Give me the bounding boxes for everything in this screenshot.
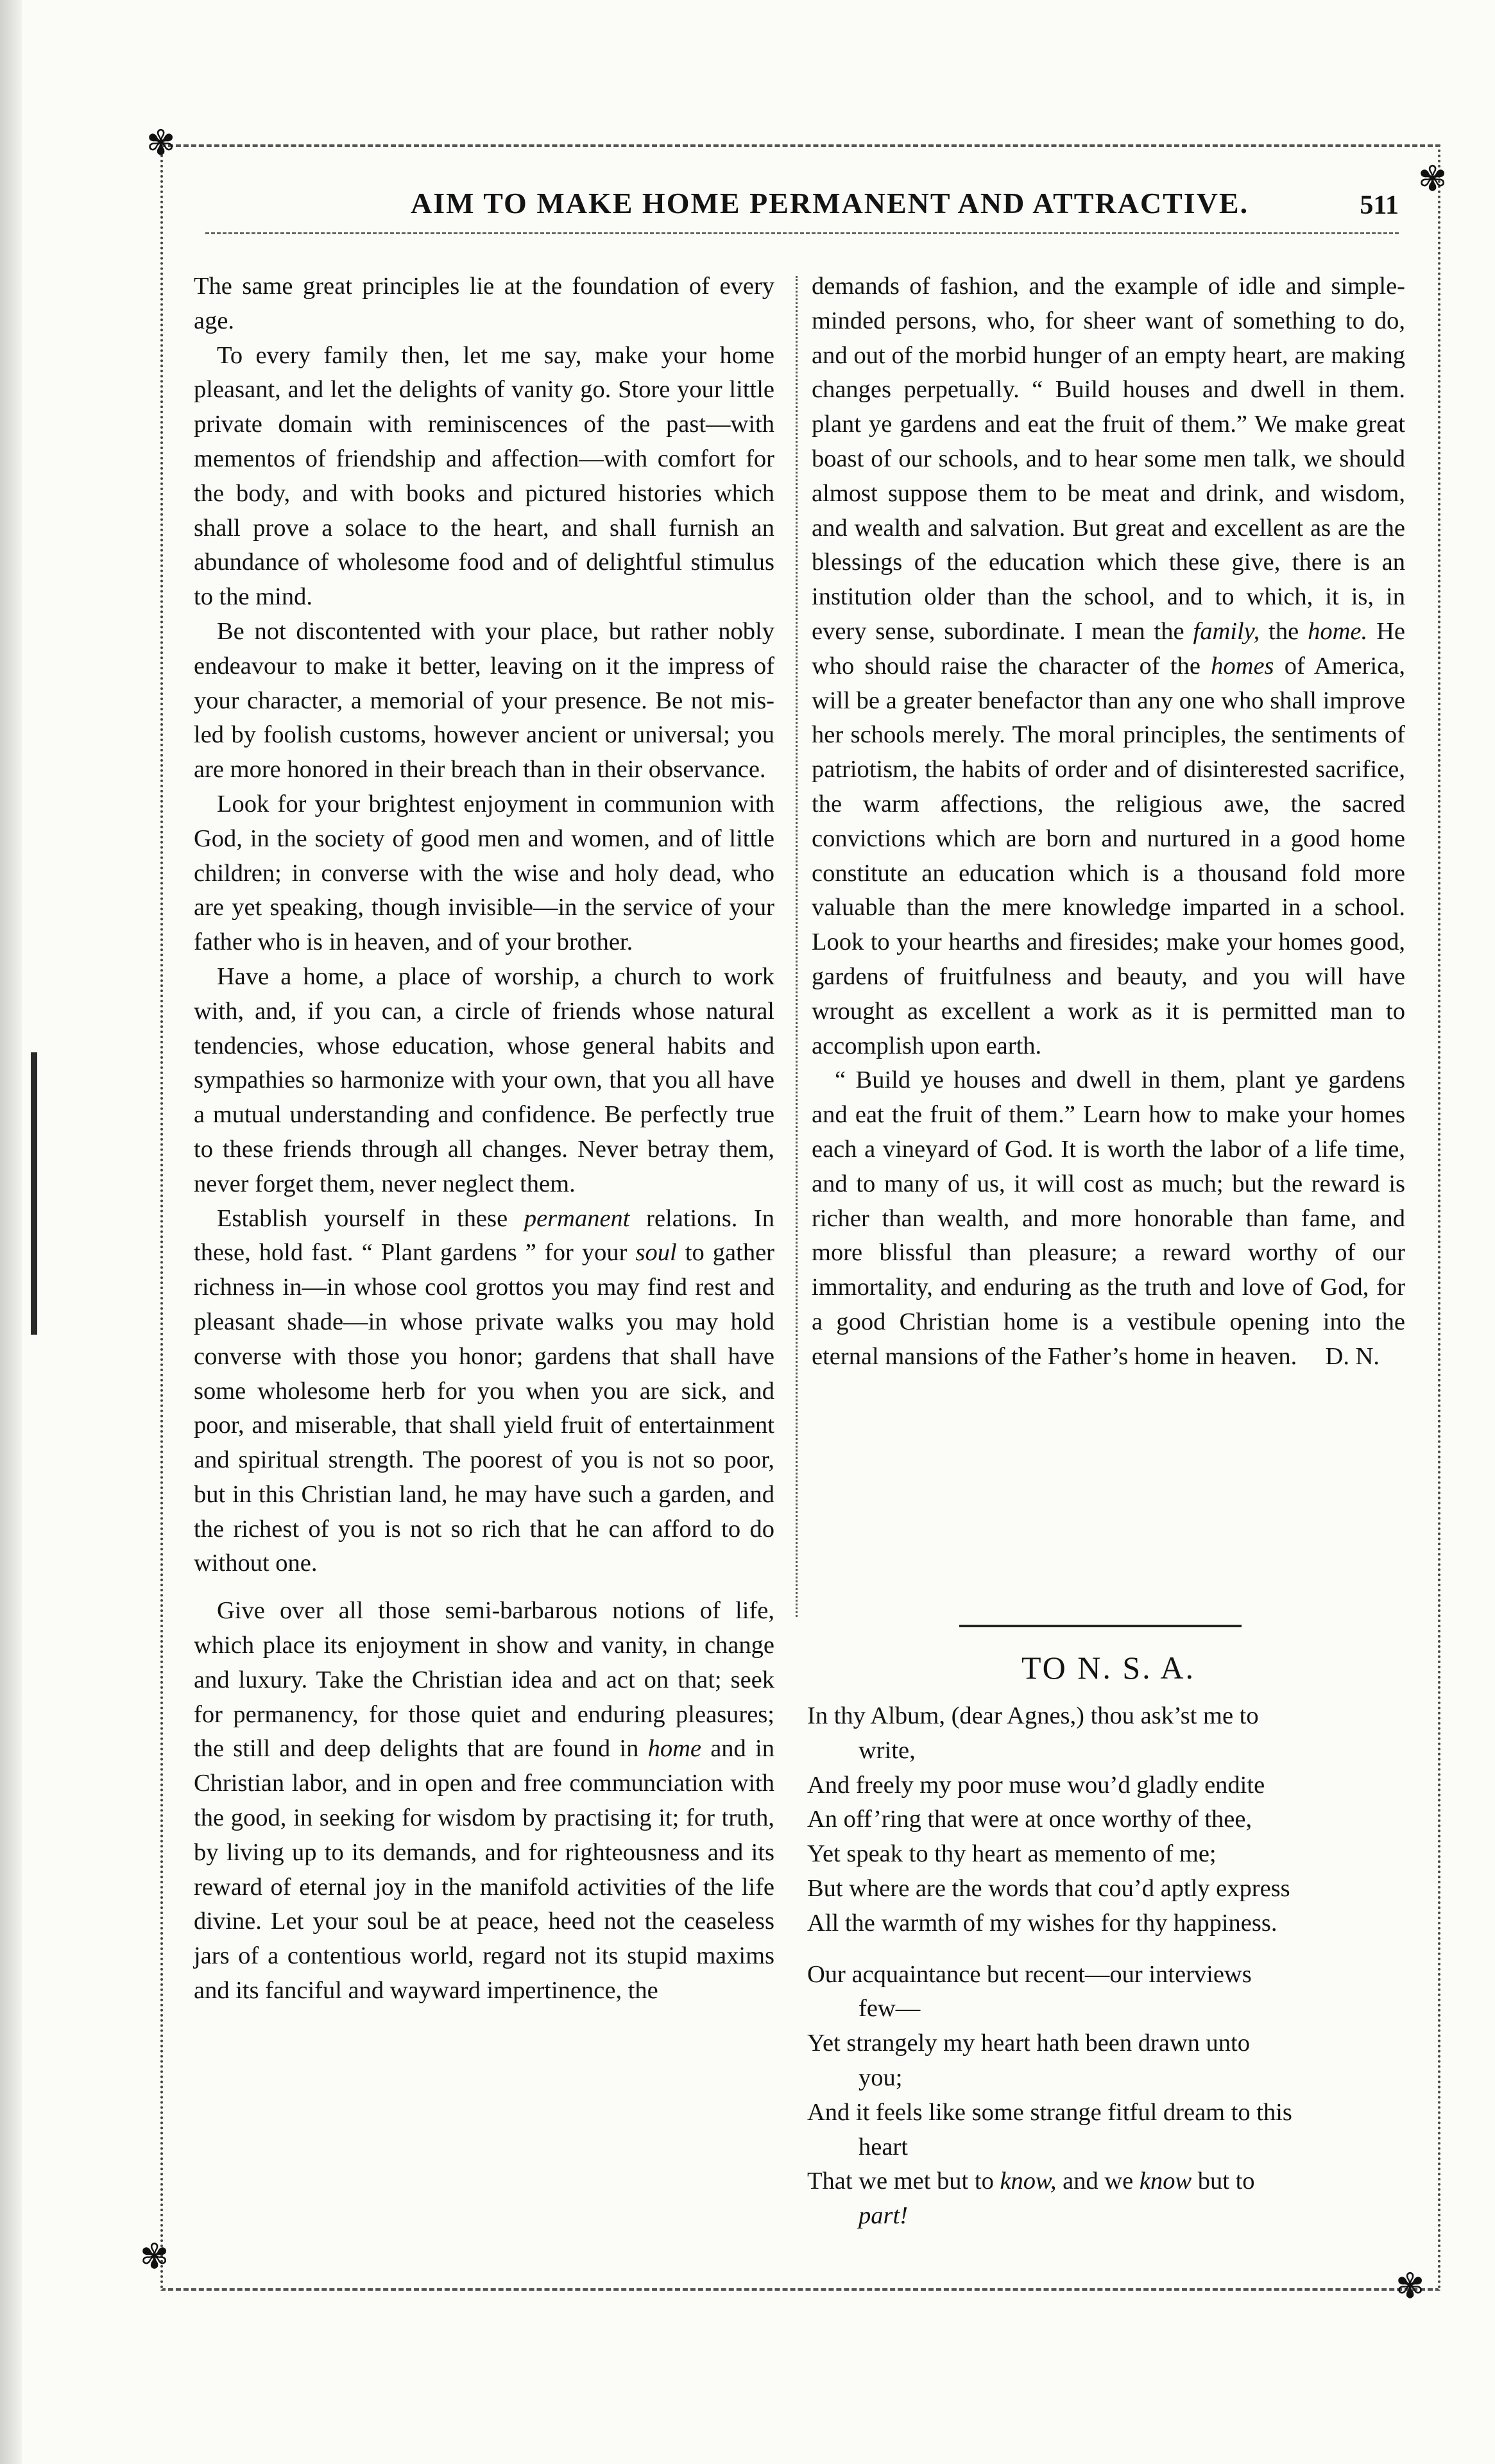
poem-line-continuation: few— (859, 1995, 921, 2023)
emphasis: soul (635, 1239, 677, 1267)
scan-edge-mark (31, 1052, 37, 1335)
text-run: demands of fashion, and the example of idle and simple-minded persons, who, for sheer want of something to do, and out of the morbid hunger of an empty heart, are making changes perpetually. “ Build houses and dwell in them. plant ye gardens and eat the fruit of them.” We make great boast of our schools, and to hear some men talk, we should almost suppose them to be meat and drink, and wisdom, and wealth and salvation. But great and excellent as are the blessings of the education which these give, there is an institution older than the school, and to which, it is, in every sense, subordinate. I mean the (812, 273, 1405, 645)
poem-line: An off’ring that were at once worthy of thee, (807, 1806, 1252, 1833)
text-run: of America, will be a greater benefactor than any one who shall improve her schools merely. The moral principles, the sentiments of patriotism, the habits of order and of disinterested sacrifice, the warm affections, the religious awe, the sacred convictions which are born and nurtured in a good home constitute an education which is a thousand fold more valuable than the mere knowledge imparted in a school. Look to your hearths and firesides; make your homes good, gardens of fruitfulness and beauty, and you will have wrought as excellent a work as it is permitted man to accomplish upon earth. (812, 652, 1405, 1059)
paragraph: The same great principles lie at the foundation of every age. (194, 273, 774, 334)
paragraph (194, 1202, 774, 1582)
text-run: the (1260, 617, 1308, 645)
text-run: Give over all those semi-barbarous notions of life, which place its enjoyment in show and vanity, in change and luxury. Take the Christian idea and act on that; seek for permanency, for those quiet and enduring pleasures; the still and deep delights that are found in (194, 1597, 774, 1763)
paragraph (812, 270, 1405, 1063)
paragraph: Have a home, a place of worship, a church to work with, and, if you can, a circle of friends whose natural tendencies, whose education, whose general habits and sympathies so harmonize with your own, that you all have a mutual understanding and confidence. Be perfectly true to these friends through all changes. Never betray them, never forget them, never neglect them. (194, 963, 774, 1197)
poem-line-continuation: write, (859, 1736, 916, 1764)
corner-ornament-icon: ✾ (1418, 160, 1448, 198)
text-run: but to (1192, 2168, 1255, 2195)
text-run: relations. In these, hold fast. “ Plant gardens ” for your (194, 1204, 775, 1267)
paragraph (812, 1063, 1405, 1374)
paragraph (194, 1594, 774, 2008)
corner-ornament-icon: ✾ (146, 124, 176, 162)
emphasis: family, (1193, 617, 1260, 645)
left-column (194, 270, 774, 2008)
right-column (812, 270, 1405, 1374)
poem-line: Our acquaintance but recent—our interviews (807, 1960, 1252, 1988)
page-header (192, 182, 1412, 234)
poem-title: TO N. S. A. (1021, 1650, 1195, 1686)
paragraph: To every family then, let me say, make your home pleasant, and let the delights of vanity go. Store your little private domain with reminiscences of the past—with mementos of friendship and affection—with comfort for the body, and with books and pictured histories which shall prove a solace to the heart, and shall furnish an abundance of wholesome food and of delightful stimulus to the mind. (194, 341, 774, 611)
poem-line-continuation: heart (859, 2133, 908, 2160)
poem-line-continuation: part! (859, 2202, 908, 2230)
signature: D. N. (1325, 1342, 1380, 1370)
paragraph: Be not discontented with your place, but rather nobly endeavour to make it better, leaving on it the impress of your character, a memorial of your presence. Be not mis-led by foolish customs, however ancient or universal; you are more honored in their breach than in their observance. (194, 617, 774, 783)
text-run: “ Build ye houses and dwell in them, plant ye gardens and eat the fruit of them.” Learn how to make your homes each a vineyard of God. It is worth the labor of a life time, and to many of us, it will cost as much; but the reward is richer than wealth, and more honorable than fame, and more blissful than pleasure; a reward worthy of our immortality, and enduring as the truth and love of God, for a good Christian home is a vestibule opening into the eternal mansions of the Father’s home in heaven. (812, 1066, 1405, 1370)
section-rule (959, 1625, 1242, 1627)
poem-line: And it feels like some strange fitful dream to this (807, 2098, 1292, 2126)
running-title: AIM TO MAKE HOME PERMANENT AND ATTRACTIVE. (411, 187, 1249, 219)
poem (807, 1699, 1410, 2234)
poem-line-continuation: you; (859, 2064, 903, 2091)
text-run: and we (1056, 2168, 1140, 2195)
column-divider (796, 276, 798, 1617)
corner-ornament-icon: ✾ (140, 2237, 169, 2276)
stanza-break (807, 1941, 1410, 1958)
poem-line (807, 2164, 1410, 2199)
text-run: and in Christian labor, and in open and free communciation with the good, in seeking for wisdom by practising it; for truth, by living up to its demands, and for righteousness and its reward of eternal joy in the manifold activities of the life divine. Let your soul be at peace, heed not the ceaseless jars of a contentious world, regard not its stupid maxims and its fanciful and wayward impertinence, the (194, 1735, 774, 2005)
emphasis: know (1139, 2168, 1192, 2195)
page-number: 511 (1360, 191, 1399, 220)
emphasis: home. (1308, 617, 1368, 645)
corner-ornament-icon: ✾ (1396, 2267, 1425, 2306)
text-run: He who should raise the character of the (812, 617, 1405, 680)
poem-line: All the warmth of my wishes for thy happiness. (807, 1909, 1277, 1937)
poem-line: Yet strangely my heart hath been drawn unto (807, 2030, 1250, 2057)
emphasis: know, (1000, 2168, 1057, 2195)
poem-line: In thy Album, (dear Agnes,) thou ask’st me to (807, 1702, 1259, 1729)
emphasis: homes (1211, 652, 1274, 680)
text-run: That we met but to (807, 2168, 1000, 2195)
text-run: to gather richness in—in whose cool grottos you may find rest and pleasant shade—in whose private walks you may hold converse with those you honor; gardens that shall have some wholesome herb for you when you are sick, and poor, and miserable, that shall yield fruit of entertainment and spiritual strength. The poorest of you is not so poor, but in this Christian land, he may have such a garden, and the richest of you is not so rich that he can afford to do without one. (194, 1239, 774, 1577)
emphasis: home (647, 1735, 701, 1763)
emphasis: permanent (524, 1204, 630, 1232)
poem-line: But where are the words that cou’d aptly express (807, 1874, 1290, 1902)
poem-line: And freely my poor muse wou’d gladly endite (807, 1771, 1265, 1799)
paragraph: Look for your brightest enjoyment in communion with God, in the society of good men and women, and of little children; in converse with the wise and holy dead, who are yet speaking, though invisible—in the service of your father who is in heaven, and of your brother. (194, 790, 774, 956)
text-run: Establish yourself in these (217, 1204, 524, 1232)
header-rule (205, 232, 1399, 234)
scan-edge-shadow (0, 0, 22, 2464)
poem-line: Yet speak to thy heart as memento of me; (807, 1840, 1217, 1868)
